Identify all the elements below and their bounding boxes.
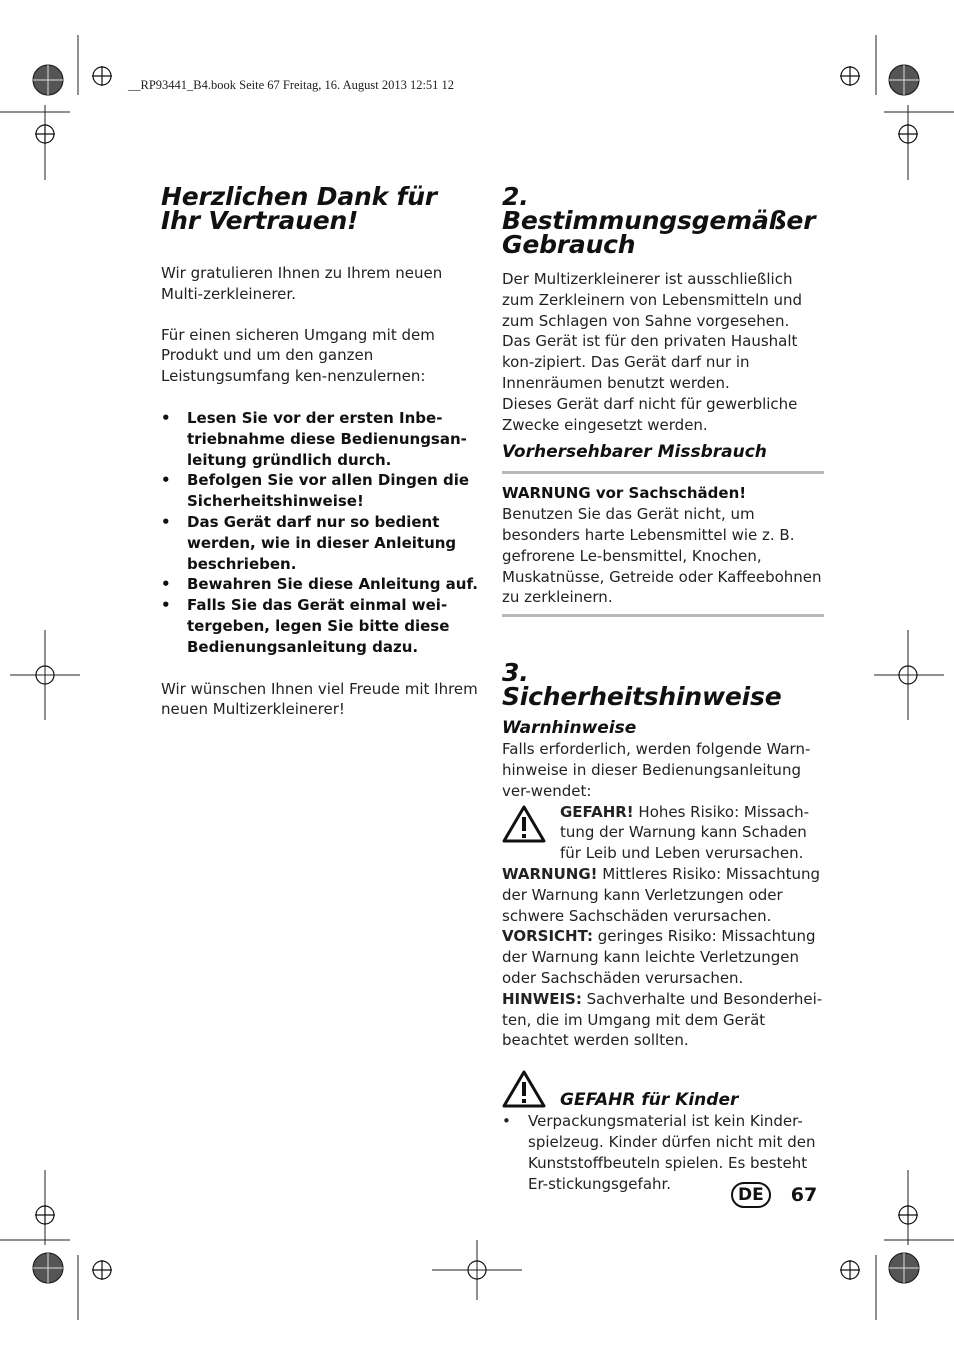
warning-triangle-icon [502,1069,546,1109]
danger-text: GEFAHR! Hohes Risiko: Missach-tung der Warnung kann Schaden für Leib und Leben verursachen. [560,802,810,863]
list-item: • Lesen Sie vor der ersten Inbe-triebnahme diese Bedienungsan-leitung gründlich durch. [161,408,467,469]
caution-text: VORSICHT: geringes Risiko: Missachtung der Warnung kann leichte Verletzungen oder Sachschäden verursachen. [502,927,816,987]
intro-paragraph-2: Für einen sicheren Umgang mit dem Produkt und um den ganzen Leistungsumfang ken-nenzulernen: [161,325,435,386]
closing-paragraph: Wir wünschen Ihnen viel Freude mit Ihrem neuen Multizerkleinerer! [161,679,478,719]
section-number: 3. [502,658,529,688]
list-item: • Falls Sie das Gerät einmal wei-tergeben, legen Sie bitte diese Bedienungsanleitung dazu. [161,596,450,656]
intro-paragraph-1: Wir gratulieren Ihnen zu Ihrem neuen Multi-zerkleinerer. [161,264,443,303]
warnings-intro: Falls erforderlich, werden folgende Warn-hinweise in dieser Bedienungsanleitung ver-wendet: [502,740,811,800]
section-title: Bestimmungsgemäßer Gebrauch [502,206,816,259]
section-title: Sicherheitshinweise [502,682,782,712]
bullet-icon: • [161,512,171,531]
section-number: 2. [502,182,529,211]
children-danger-heading [502,1069,824,1109]
property-warning-text: Benutzen Sie das Gerät nicht, um besonders harte Lebensmittel wie z. B. gefrorene Le-bensmittel, Knochen, Muskatnüsse, Getreide oder Kaffeebohnen zu zerkleinern. [502,505,822,607]
thanks-title: Herzlichen Dank für Ihr Vertrauen! [161,182,437,235]
usage-paragraph-1: Der Multizerkleinerer ist ausschließlich zum Zerkleinern von Lebensmitteln und zum Schlagen von Sahne vorgesehen. [502,270,803,330]
children-danger-title: GEFAHR für Kinder [560,1090,739,1111]
section-2-heading [502,182,824,259]
bullet-icon: • [502,1112,511,1131]
danger-row [502,802,824,864]
list-item: • Verpackungsmaterial ist kein Kinder-spielzeug. Kinder dürfen nicht mit den Kunststoffbeuteln spielen. Es besteht Er-stickungsgefahr. [502,1112,816,1193]
bullet-icon: • [161,471,171,490]
warning-triangle-icon [502,804,546,844]
page-number: 67 [790,1184,818,1206]
left-column [161,182,483,720]
bullet-icon: • [161,575,171,594]
property-warning-title: WARNUNG vor Sachschäden! [502,484,747,503]
usage-paragraph-2: Das Gerät ist für den privaten Haushalt kon-zipiert. Das Gerät darf nur in Innenräumen benutzt werden. [502,332,798,392]
warning-text: WARNUNG! Mittleres Risiko: Missachtung der Warnung kann Verletzungen oder schwere Sachschäden verursachen. [502,864,820,925]
list-item: • Bewahren Sie diese Anleitung auf. [161,575,478,594]
page-footer [731,1182,817,1208]
print-header: __RP93441_B4.book Seite 67 Freitag, 16. August 2013 12:51 12 [128,78,455,92]
warnings-subheading: Warnhinweise [502,718,637,739]
section-3-heading [502,658,824,712]
list-item: • Das Gerät darf nur so bedient werden, wie in dieser Anleitung beschrieben. [161,512,457,573]
language-badge: DE [731,1182,771,1208]
right-column [502,182,824,1194]
instruction-list [161,408,483,658]
note-text: HINWEIS: Sachverhalte und Besonderhei-ten, die im Umgang mit dem Gerät beachtet werden sollten. [502,989,823,1050]
bullet-icon: • [161,408,171,427]
misuse-subheading: Vorhersehbarer Missbrauch [502,442,767,463]
list-item: • Befolgen Sie vor allen Dingen die Sicherheitshinweise! [161,471,470,511]
bullet-icon: • [161,596,171,615]
usage-paragraph-3: Dieses Gerät darf nicht für gewerbliche Zwecke eingesetzt werden. [502,394,798,434]
